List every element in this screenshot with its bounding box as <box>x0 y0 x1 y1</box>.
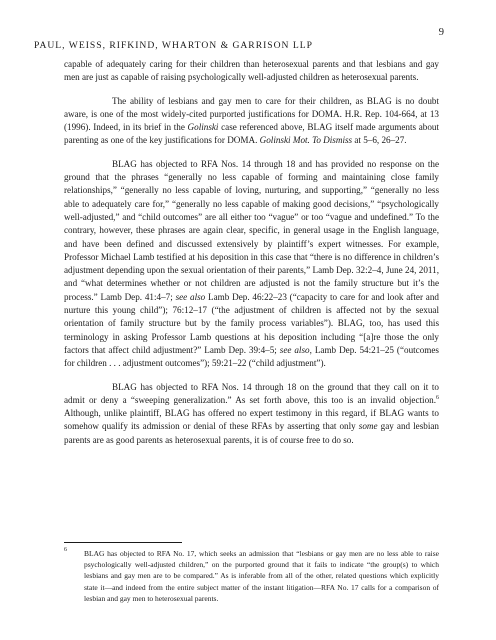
paragraph-4-text-a: BLAG has objected to RFA Nos. 14 through 18 on the ground that they call on it to admit or deny a “sweeping generalization.” As set forth above, this too is an invalid objection. <box>64 381 439 405</box>
paragraph-1: capable of adequately caring for their children than heterosexual parents and that lesbians and gay men are just as capable of raising psychologically well-adjusted children as heterosexual parents. <box>64 59 439 83</box>
firm-header: PAUL, WEISS, RIFKIND, WHARTON & GARRISON LLP <box>34 40 313 51</box>
citation-golinski-motion: Golinski Mot. To Dismiss <box>259 135 353 146</box>
paragraph-4-text-c: gay and lesbian parents are as good parents as heterosexual parents, it is of course free to do so. <box>64 421 439 445</box>
footnote-text: BLAG has objected to RFA No. 17, which seeks an admission that “lesbians or gay men are no less able to raise psychologically well-adjusted children,” on the purported ground that it fails to indicate “the group(s) to which lesbians and gay men are to be compared.” As is inferable from all of the other, related questions which explicitly state it—and indeed from the entire subject matter of the instant litigation—RFA No. 17 calls for a comparison of lesbian and gay men to heterosexual parents. <box>84 549 439 603</box>
footnote <box>64 548 439 604</box>
paragraph-3-text-b: Lamb Dep. 46:22–23 (“capacity to care for and look after and nurture this young child”); 76:12–17 (“the adjustment of children is affected not by the sexual orientation of family structure but by the family process variables”). BLAG, too, has used this terminology in asking Professor Lamb questions at his deposition including “[a]re those the only factors that affect child adjustment?” Lamb Dep. 39:4–5; <box>64 291 439 355</box>
paragraph-3 <box>64 158 439 371</box>
footnote-marker: 6 <box>64 547 67 553</box>
paragraph-4 <box>64 381 439 447</box>
paragraph-2 <box>64 95 439 148</box>
paragraph-2-text-a: The ability of lesbians and gay men to care for their children, as BLAG is no doubt aware, is one of the most widely-cited purported justifications for DOMA. H.R. Rep. 104-664, at 13 (1996). Indeed, in its brief in the <box>64 95 439 133</box>
signal-see-also: see also <box>175 291 206 302</box>
footnote-reference[interactable]: 6 <box>436 394 439 401</box>
signal-see-also: see also <box>279 344 310 355</box>
paragraph-2-text-c: at 5–6, 26–27. <box>352 135 407 146</box>
paragraph-3-text-c: , Lamb Dep. 54:21–25 (“outcomes for children . . . adjustment outcomes”); 59:21–22 (“child adjustment”). <box>64 344 439 369</box>
paragraph-2-text-b: case referenced above, BLAG itself made arguments about parenting as one of the key justifications for DOMA. <box>64 122 439 146</box>
document-body <box>64 58 439 457</box>
page-number: 9 <box>438 27 444 38</box>
paragraph-4-text-b: Although, unlike plaintiff, BLAG has offered no expert testimony in this regard, if BLAG wants to somehow qualify its admission or denial of these RFAs by asserting that only <box>64 408 439 432</box>
footnote-divider <box>64 542 182 543</box>
paragraph-3-text-a: BLAG has objected to RFA Nos. 14 through 18 and has provided no response on the ground that the phrases “generally no less capable of forming and maintaining close family relationships,” “generally no less capable of loving, nurturing, and supporting,” “generally no less able to adequately care for,” “generally no less capable of making good decisions,” “psychologically well-adjusted,” and “child outcomes” are all either too “vague” or too “vague and undefined.” To the contrary, however, these phrases are again clear, specific, in general usage in the English language, and have been defined and discussed extensively by plaintiff’s expert witnesses. For example, Professor Michael Lamb testified at his deposition in this case that “there is no difference in children’s adjustment depending upon the sexual orientation of their parents,” Lamb Dep. 32:2–4, June 24, 2011, and “what determines whether or not children are adjusted is not the family structure but it’s the process.” Lamb Dep. 41:4–7; <box>64 158 439 302</box>
case-name-golinski: Golinski <box>187 122 219 133</box>
emphasis-some: some <box>358 421 378 432</box>
